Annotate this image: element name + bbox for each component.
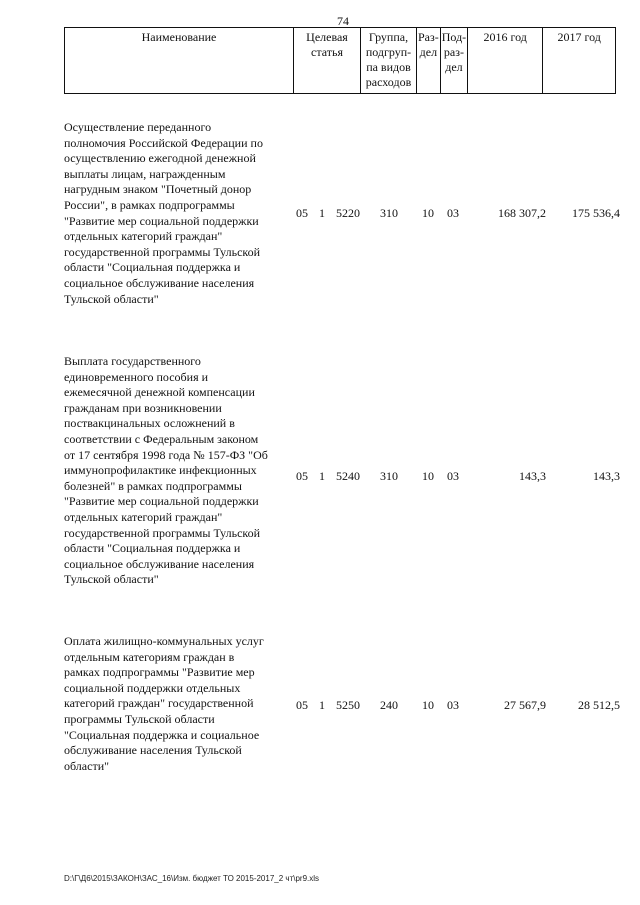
header-name bbox=[65, 28, 294, 94]
amount-2017: 28 512,5 bbox=[578, 698, 620, 712]
description-line: соответствии с Федеральным законом bbox=[64, 431, 259, 446]
description-line: иммунопрофилактике инфекционных bbox=[64, 463, 257, 478]
description-line: социальное обслуживание населения bbox=[64, 556, 255, 571]
description-line: области" bbox=[64, 758, 110, 773]
article-code: 5240 bbox=[336, 469, 360, 483]
amount-2016: 27 567,9 bbox=[504, 698, 546, 712]
description-line: отдельных категорий граждан" bbox=[64, 509, 223, 524]
header-year-2016 bbox=[468, 28, 543, 94]
header-section-line: Раз- bbox=[418, 30, 439, 44]
description-line: категорий граждан" государственной bbox=[64, 696, 254, 711]
description-line: России", в рамках подпрограммы bbox=[64, 197, 235, 212]
amount-2017: 143,3 bbox=[593, 469, 620, 483]
amount-2017: 175 536,4 bbox=[572, 206, 620, 220]
description-line: Тульской области" bbox=[64, 572, 159, 587]
description-line: осуществлению ежегодной денежной bbox=[64, 151, 256, 166]
header-group-line: Группа, bbox=[368, 30, 409, 44]
article-subprogram: 1 bbox=[319, 469, 325, 483]
description-line: гражданам при возникновении bbox=[64, 400, 222, 415]
header-group-line: расходов bbox=[365, 75, 412, 89]
description-line: рамках подпрограммы "Развитие мер bbox=[64, 665, 255, 680]
row-description bbox=[64, 634, 290, 774]
expense-group: 310 bbox=[380, 469, 398, 483]
description-line: социальной поддержки отдельных bbox=[64, 680, 241, 695]
description-line: социальное обслуживание населения bbox=[64, 275, 255, 290]
description-line: области "Социальная поддержка и bbox=[64, 260, 241, 275]
header-section-line: дел bbox=[419, 45, 438, 59]
description-line: области "Социальная поддержка и bbox=[64, 541, 241, 556]
description-line: Тульской области" bbox=[64, 291, 159, 306]
description-line: полномочия Российской Федерации по bbox=[64, 135, 263, 150]
description-line: нагрудным знаком "Почетный донор bbox=[64, 182, 252, 197]
subsection: 03 bbox=[447, 698, 459, 712]
expense-group: 240 bbox=[380, 698, 398, 712]
page-number: 74 bbox=[337, 14, 349, 28]
header-year-2016-line: 2016 год bbox=[483, 30, 527, 44]
description-line: отдельных категорий граждан" bbox=[64, 229, 223, 244]
file-path-footer: D:\Г\Д6\2015\ЗАКОН\ЗАС_16\Изм. бюджет ТО 2015-2017_2 чт\pr9.xls bbox=[64, 874, 320, 883]
header-target-article-line: статья bbox=[311, 45, 343, 59]
article-code: 5220 bbox=[336, 206, 360, 220]
table-header bbox=[64, 27, 616, 94]
header-group-line: подгруп- bbox=[365, 45, 412, 59]
section: 10 bbox=[422, 206, 434, 220]
description-line: программы Тульской области bbox=[64, 711, 215, 726]
header-subsection-line: Под- bbox=[441, 30, 467, 44]
description-line: государственной программы Тульской bbox=[64, 244, 261, 259]
description-line: единовременного пособия и bbox=[64, 369, 209, 384]
article-program: 05 bbox=[296, 206, 308, 220]
amount-2016: 143,3 bbox=[519, 469, 546, 483]
section: 10 bbox=[422, 469, 434, 483]
description-line: отдельным категориям граждан в bbox=[64, 649, 235, 664]
header-year-2017-line: 2017 год bbox=[557, 30, 601, 44]
header-group bbox=[361, 28, 417, 94]
description-line: от 17 сентября 1998 года № 157-ФЗ "Об bbox=[64, 447, 268, 462]
subsection: 03 bbox=[447, 469, 459, 483]
article-program: 05 bbox=[296, 698, 308, 712]
description-line: "Социальная поддержка и социальное bbox=[64, 727, 260, 742]
header-year-2017 bbox=[543, 28, 616, 94]
header-subsection bbox=[440, 28, 467, 94]
row-description bbox=[64, 354, 290, 588]
article-subprogram: 1 bbox=[319, 206, 325, 220]
header-section bbox=[417, 28, 441, 94]
description-line: Осуществление переданного bbox=[64, 120, 212, 134]
description-line: болезней" в рамках подпрограммы bbox=[64, 478, 242, 493]
header-target-article-line: Целевая bbox=[306, 30, 348, 44]
description-line: Оплата жилищно-коммунальных услуг bbox=[64, 634, 264, 648]
header-subsection-line: раз- bbox=[443, 45, 464, 59]
article-program: 05 bbox=[296, 469, 308, 483]
subsection: 03 bbox=[447, 206, 459, 220]
header-group-line: па видов bbox=[366, 60, 411, 74]
expense-group: 310 bbox=[380, 206, 398, 220]
article-subprogram: 1 bbox=[319, 698, 325, 712]
description-line: Выплата государственного bbox=[64, 354, 201, 368]
header-name-line: Наименование bbox=[141, 30, 217, 44]
description-line: государственной программы Тульской bbox=[64, 525, 261, 540]
description-line: "Развитие мер социальной поддержки bbox=[64, 213, 259, 228]
row-description bbox=[64, 120, 290, 307]
article-code: 5250 bbox=[336, 698, 360, 712]
description-line: "Развитие мер социальной поддержки bbox=[64, 494, 259, 509]
description-line: выплаты лицам, награжденным bbox=[64, 166, 226, 181]
description-line: ежемесячной денежной компенсации bbox=[64, 385, 255, 400]
description-line: обслуживание населения Тульской bbox=[64, 743, 242, 758]
header-target-article bbox=[294, 28, 361, 94]
header-subsection-line: дел bbox=[445, 60, 463, 74]
section: 10 bbox=[422, 698, 434, 712]
amount-2016: 168 307,2 bbox=[498, 206, 546, 220]
description-line: поствакцинальных осложнений в bbox=[64, 416, 235, 431]
